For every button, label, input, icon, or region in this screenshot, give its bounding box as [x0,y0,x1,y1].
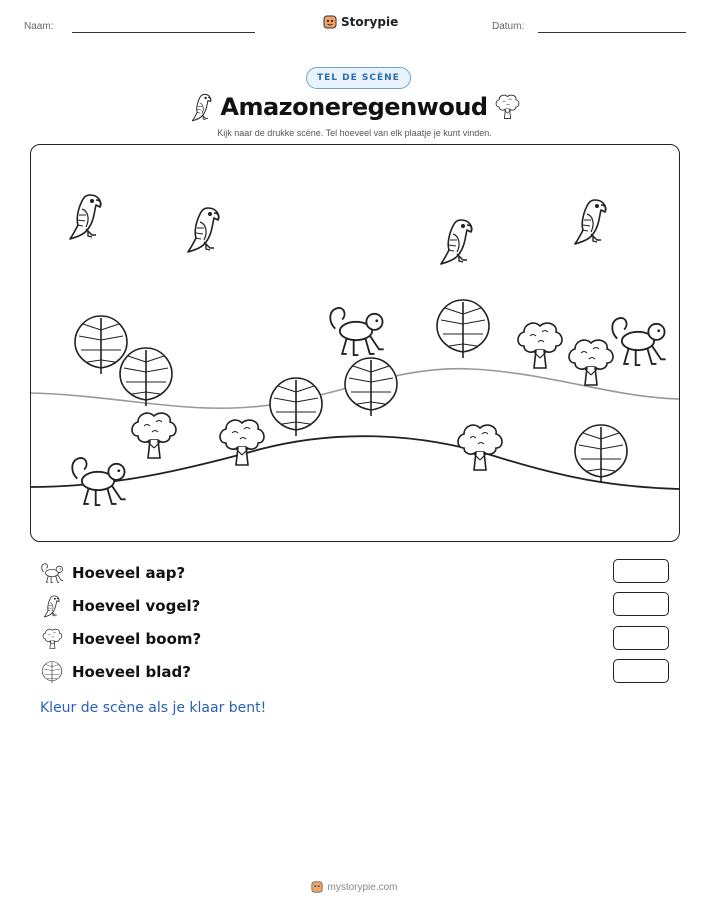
answer-box-monkey[interactable] [613,559,669,583]
storypie-mascot-icon [323,14,337,30]
date-line[interactable] [538,32,686,33]
leaf-figure [75,316,127,374]
parrot-icon [40,594,64,618]
title-row [190,92,520,122]
answer-box-tree[interactable] [613,626,669,650]
activity-badge: TEL DE SCÈNE [306,67,411,89]
tree-icon [40,627,64,651]
question-leaf [40,660,201,684]
name-label: Naam: [24,21,54,32]
leaf-figure [120,348,172,406]
parrot-figure [188,208,219,252]
question-list [40,561,201,684]
page-title: Amazoneregenwoud [220,93,488,121]
name-line[interactable] [72,32,255,33]
leaf-figure [575,425,627,483]
question-label: Hoeveel blad? [72,663,191,681]
answer-box-bird[interactable] [613,592,669,616]
storypie-mascot-icon [311,880,323,894]
question-monkey [40,561,201,585]
parrot-figure [441,220,472,264]
instructions: Kijk naar de drukke scène. Tel hoeveel van elk plaatje je kunt vinden. [217,128,492,138]
counting-scene [30,144,680,542]
monkey-figure [330,308,383,355]
leaf-figure [437,300,489,358]
brand-logo [323,14,398,30]
leaf-icon [40,660,64,684]
parrot-figure [575,200,606,244]
question-label: Hoeveel aap? [72,564,186,582]
answer-box-leaf[interactable] [613,659,669,683]
tree-icon [494,92,520,122]
tree-figure [518,323,562,368]
tree-figure [132,413,176,458]
parrot-icon [190,92,214,122]
tree-figure [569,340,613,385]
coloring-note: Kleur de scène als je klaar bent! [40,700,267,716]
question-bird [40,594,201,618]
leaf-figure [345,358,397,416]
scene-drawing [31,145,679,541]
brand-name: Storypie [341,15,399,29]
leaf-figure [270,378,322,436]
parrot-figure [70,195,101,239]
question-label: Hoeveel vogel? [72,597,201,615]
question-tree [40,627,201,651]
monkey-icon [40,561,64,585]
monkey-figure [612,318,665,365]
question-label: Hoeveel boom? [72,630,202,648]
tree-figure [458,425,502,470]
footer [0,880,709,894]
date-label: Datum: [492,21,525,32]
site-url[interactable]: mystorypie.com [327,881,398,893]
